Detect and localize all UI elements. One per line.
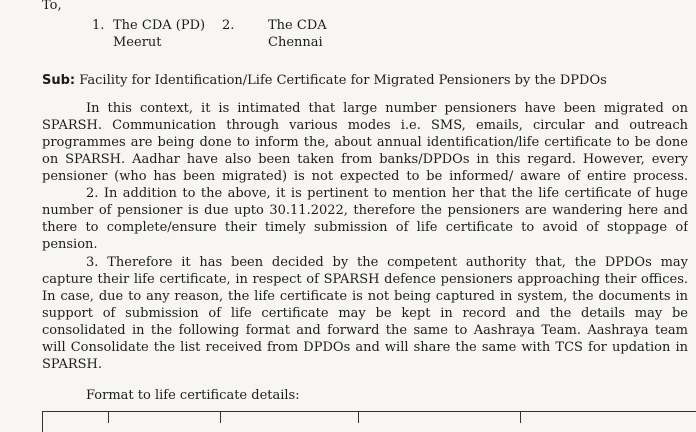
addressee-1-line2: Meerut [113,35,162,50]
subject-text: Facility for Identification/Life Certificate for Migrated Pensioners by the DPDOs [75,73,607,88]
para3-line-4: support of submission of life certificate may be kept in record and the details may be [42,306,688,321]
subject-line [42,73,607,89]
addressee-2-number: 2. [222,18,235,33]
format-table-top [42,411,696,432]
format-table-divider [520,411,521,423]
para3-line-2: capture their life certificate, in respect of SPARSH defence pensioners approaching their offices. [42,272,688,287]
subject-label: Sub: [42,73,76,88]
format-table-divider [358,411,359,423]
para3-line-3: In case, due to any reason, the life certificate is not being captured in system, the documents in [42,289,688,304]
para1-line-4: on SPARSH. Aadhar have also been taken from banks/DPDOs in this regard. However, every [42,152,688,167]
para1-line-3: programmes are being done to inform the, about annual identification/life certificate to be done [42,135,688,150]
addressee-2-line1: The CDA [268,18,327,33]
para2-line-1: 2. In addition to the above, it is pertinent to mention her that the life certificate of huge [86,186,688,201]
para3-line-6: will Consolidate the list received from DPDOs and will share the same with TCS for updation in [42,340,688,355]
para1-line-5: pensioner (who has been migrated) is not expected to be informed/ aware of entire process. [42,169,688,184]
para3-line-5: consolidated in the following format and forward the same to Aashraya Team. Aashraya team [42,323,688,338]
format-table-divider [108,411,109,423]
para3-line-1: 3. Therefore it has been decided by the competent authority that, the DPDOs may [86,255,688,270]
addressee-1-line1: The CDA (PD) [113,18,206,33]
para2-line-2: number of pensioner is due upto 30.11.2022, therefore the pensioners are wandering here and [42,203,688,218]
format-table-divider [220,411,221,423]
para2-line-4: pension. [42,237,98,252]
para1-line-1: In this context, it is intimated that large number pensioners have been migrated on [86,101,688,116]
para3-line-7: SPARSH. [42,357,103,372]
para2-line-3: there to complete/ensure their timely submission of life certificate to avoid of stoppage of [42,220,688,235]
to-line: To, [42,0,62,13]
para1-line-2: SPARSH. Communication through various modes i.e. SMS, emails, circular and outreach [42,118,688,133]
addressee-1-number: 1. [92,18,105,33]
addressee-2-line2: Chennai [268,35,323,50]
format-heading: Format to life certificate details: [86,388,300,403]
